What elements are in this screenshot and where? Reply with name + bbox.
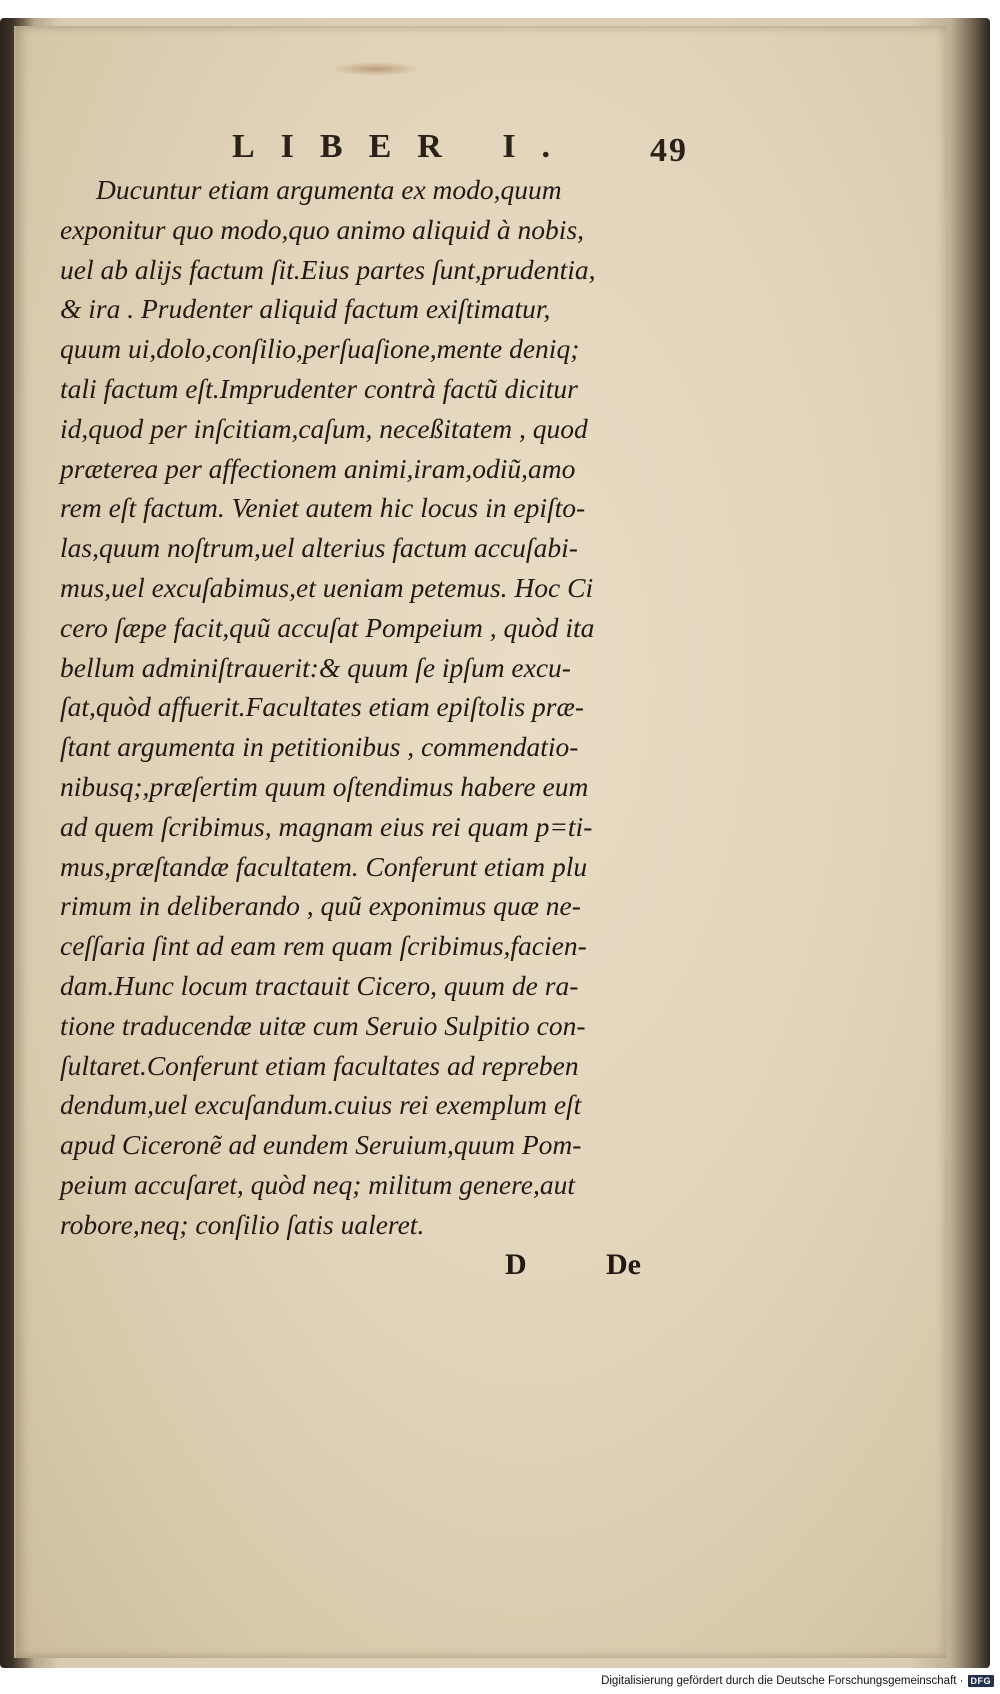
text-line: ad quem ſcribimus, magnam eius rei quam p=ti- [60,810,593,842]
dfg-logo: DFG [968,1675,995,1687]
text-line: tali factum eſt.Imprudenter contrà factũ dicitur [60,372,578,404]
text-line: id,quod per inſcitiam,caſum, neceßitatem , quod [60,412,588,444]
text-line: nibusq;,præſertim quum oſtendimus habere eum [60,770,589,802]
footer-text: Digitalisierung gefördert durch die Deutsche Forschungsgemeinschaft · [601,1675,964,1687]
text-line: rem eſt factum. Veniet autem hic locus in epiſto- [60,492,586,524]
text-line: quum ui,dolo,conſilio,perſuaſione,mente deniq; [60,333,580,365]
running-title: LIBER I. [232,128,577,165]
text-line: ſtant argumenta in petitionibus , commendatio- [60,731,579,763]
text-line: uel ab aliјs factum ſit.Eius partes ſunt,prudentia, [60,253,596,285]
text-line: mus,præſtandæ facultatem. Conferunt etiam plu [60,850,588,882]
text-line: ſultaret.Conferunt etiam facultates ad repreben [60,1049,579,1081]
text-line: rimum in deliberando , quũ exponimus quæ ne- [60,890,581,922]
text-line: peium accuſaret, quòd neq; militum genere,aut [60,1168,575,1200]
text-line: apud Ciceronẽ ad eundem Seruium,quum Pom- [60,1129,582,1161]
body-text [60,170,700,1245]
text-line: mus,uel excuſabimus,et ueniam petemus. Hoc Ci [60,571,594,603]
text-line: & ira . Prudenter aliquid factum exiſtimatur, [60,293,551,325]
text-line: robore,neq; conſilio ſatis ualeret. [60,1208,425,1240]
text-line: ſat,quòd affuerit.Facultates etiam epiſtolis præ- [60,691,584,723]
text-line: præterea per affectionem animi,iram,odiũ,amo [60,452,576,484]
catchword: De [606,1248,641,1281]
page-header [232,128,702,174]
text-line: las,quum noſtrum,uel alterius factum accuſabi- [60,532,578,564]
footer [601,1672,994,1690]
text-line: dam.Hunc locum tractauit Cicero, quum de ra- [60,969,579,1001]
text-line: cero ſæpe facit,quũ accuſat Pompeium , quòd ita [60,611,595,643]
text-line: ceſſaria ſint ad eam rem quam ſcribimus,facien- [60,930,587,962]
page-number: 49 [650,132,688,169]
text-line: tione traducendæ uitæ cum Seruio Sulpitio con- [60,1009,586,1041]
text-line: dendum,uel excuſandum.cuius rei exemplum eſt [60,1089,582,1121]
text-line: Ducuntur etiam argumenta ex modo,quum [96,174,562,205]
text-line: exponitur quo modo,quo animo aliquid à nobis, [60,213,585,245]
page-stain [331,62,421,76]
text-line: bellum adminiſtrauerit:& quum ſe ipſum excu- [60,651,571,683]
signature-mark: D [505,1248,527,1281]
